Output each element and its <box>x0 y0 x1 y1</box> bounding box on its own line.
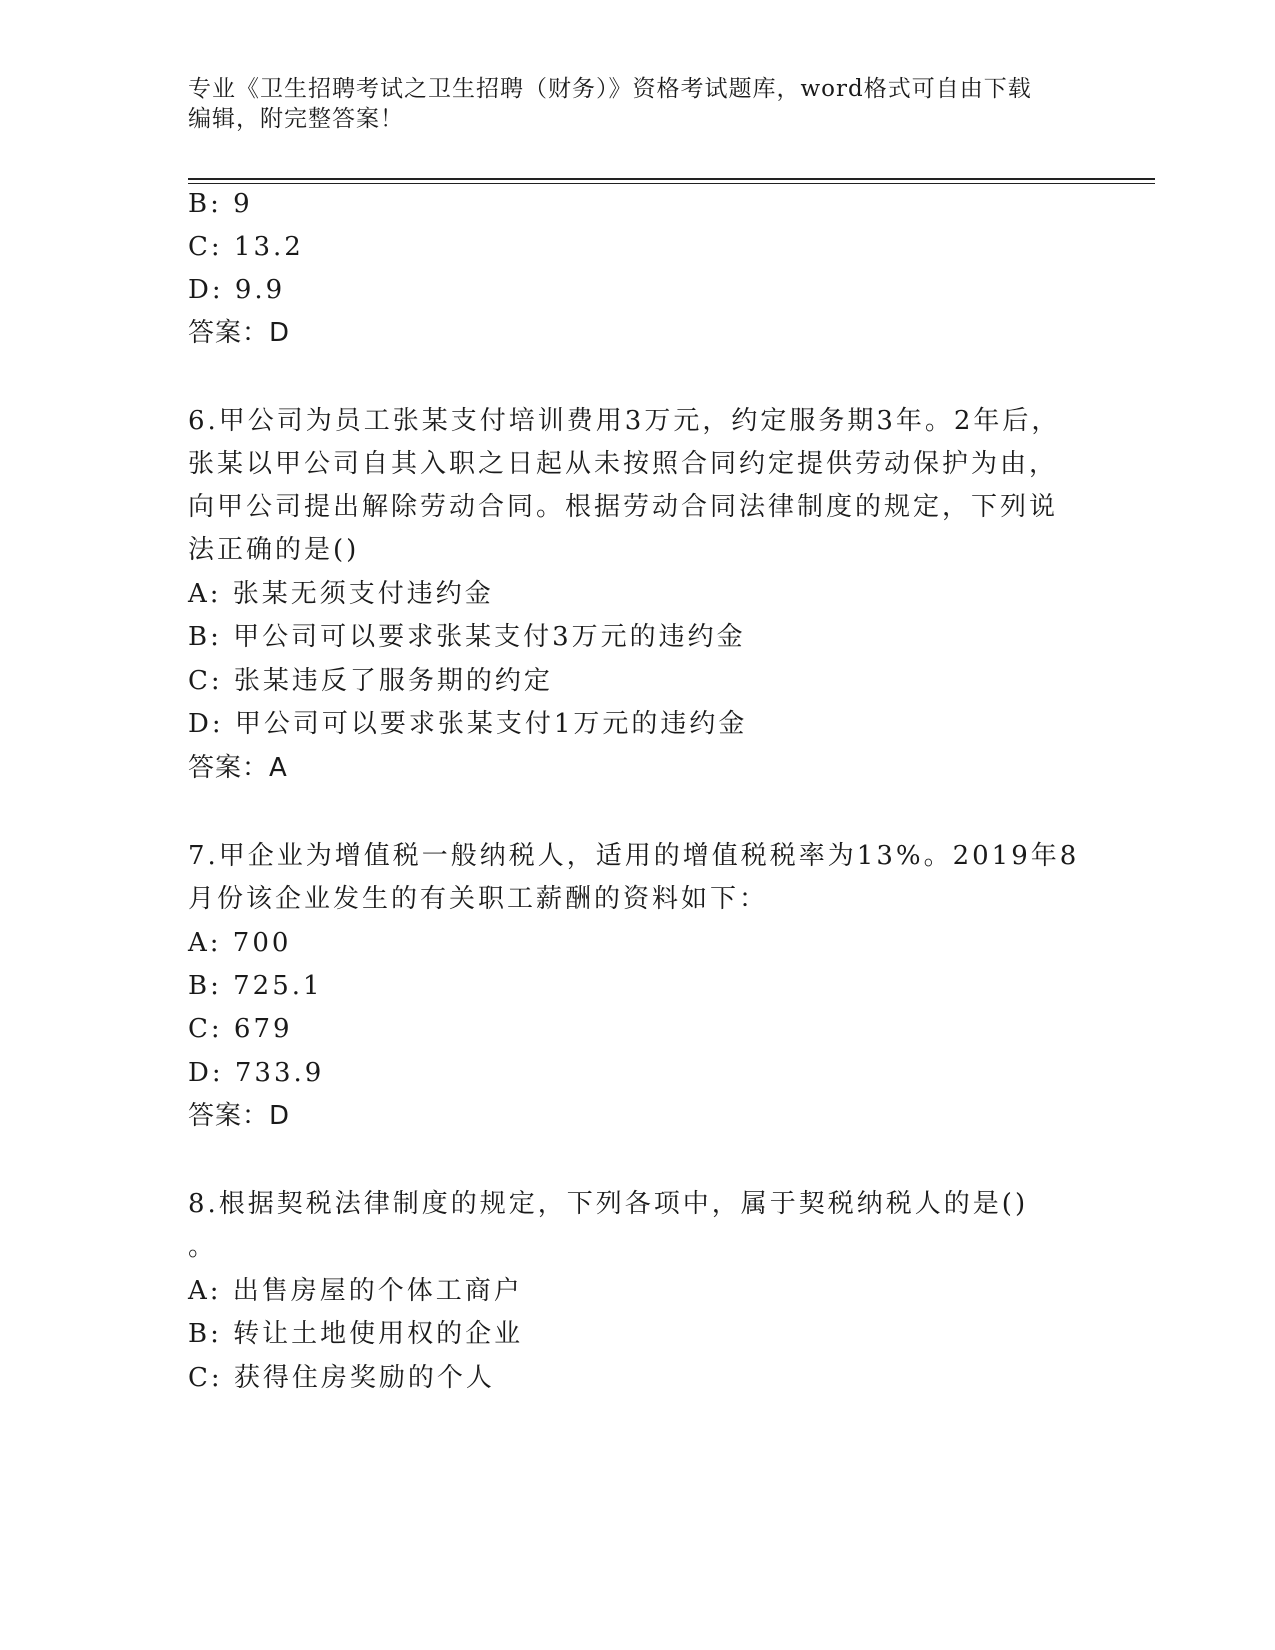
q7-option-a: A: 700 <box>188 928 292 958</box>
header-line-1: 专业《卫生招聘考试之卫生招聘（财务）》资格考试题库，word格式可自由下载 <box>188 76 1032 102</box>
q7-option-d: D: 733.9 <box>188 1058 325 1088</box>
q6-stem-line-2: 张某以甲公司自其入职之日起从未按照合同约定提供劳动保护为由， <box>188 449 1059 479</box>
q6-stem-line-3: 向甲公司提出解除劳动合同。根据劳动合同法律制度的规定，下列说 <box>188 492 1059 522</box>
q7-stem-line-1: 7.甲企业为增值税一般纳税人，适用的增值税税率为13%。2019年8 <box>188 841 1080 871</box>
q6-option-d: D: 甲公司可以要求张某支付1万元的违约金 <box>188 709 748 739</box>
q5-option-c: C: 13.2 <box>188 232 304 262</box>
q8-stem-line-1: 8.根据契税法律制度的规定，下列各项中，属于契税纳税人的是() <box>188 1189 1029 1219</box>
header-divider-thick <box>188 178 1155 180</box>
q5-option-d: D: 9.9 <box>188 275 286 305</box>
document-header <box>188 74 1088 134</box>
q6-option-b: B: 甲公司可以要求张某支付3万元的违约金 <box>188 622 746 652</box>
q6-stem-line-4: 法正确的是() <box>188 535 360 565</box>
q5-answer: 答案：D <box>188 318 291 348</box>
q6-option-c: C: 张某违反了服务期的约定 <box>188 666 553 696</box>
q7-option-c: C: 679 <box>188 1014 293 1044</box>
header-line-2: 编辑，附完整答案！ <box>188 106 404 132</box>
q8-stem-line-2: 。 <box>188 1232 218 1262</box>
q6-option-a: A: 张某无须支付违约金 <box>188 579 494 609</box>
q8-option-a: A: 出售房屋的个体工商户 <box>188 1276 523 1306</box>
q6-stem-line-1: 6.甲公司为员工张某支付培训费用3万元，约定服务期3年。2年后， <box>188 406 1061 436</box>
q6-answer: 答案：A <box>188 753 288 783</box>
q8-option-b: B: 转让土地使用权的企业 <box>188 1319 524 1349</box>
header-divider-thin <box>188 183 1155 184</box>
q8-option-c: C: 获得住房奖励的个人 <box>188 1363 495 1393</box>
q7-option-b: B: 725.1 <box>188 971 323 1001</box>
q5-option-b: B: 9 <box>188 189 253 219</box>
q7-stem-line-2: 月份该企业发生的有关职工薪酬的资料如下： <box>188 884 769 914</box>
q7-answer: 答案：D <box>188 1101 291 1131</box>
